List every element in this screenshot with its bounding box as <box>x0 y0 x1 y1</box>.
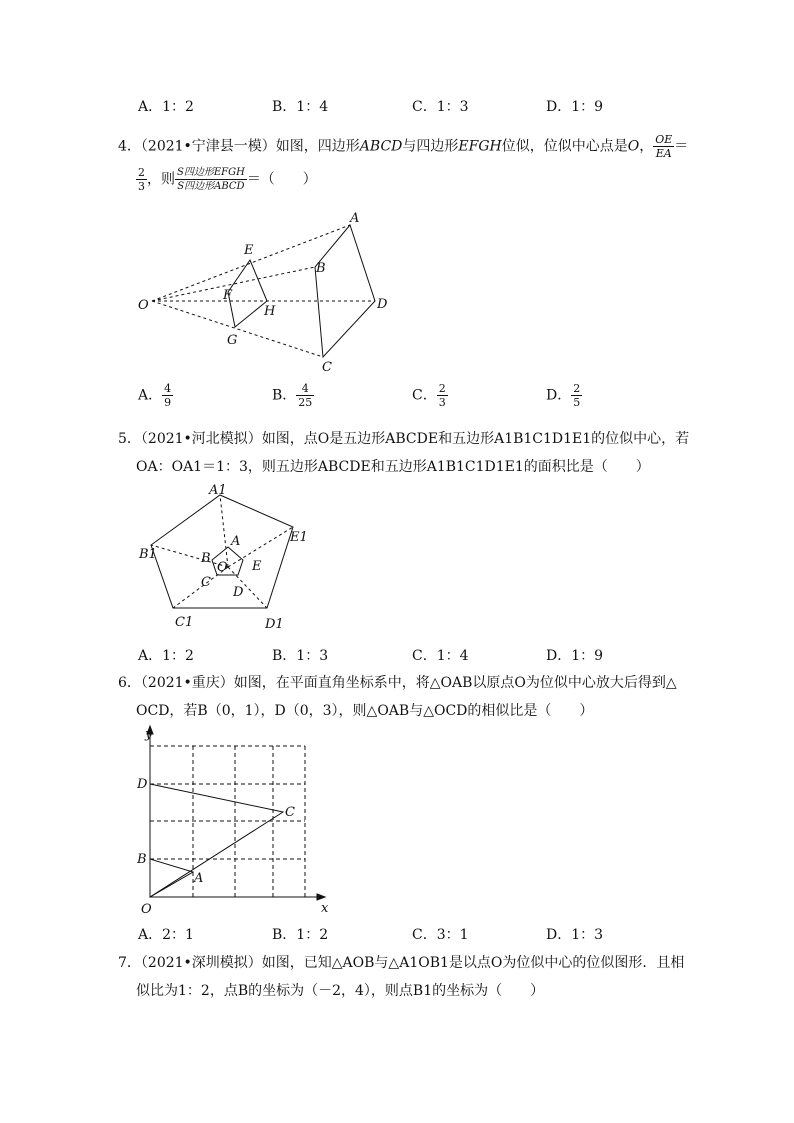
q4-figure <box>130 205 400 375</box>
q5-label-a: A <box>231 534 241 549</box>
q6-option-c: C．3：1 <box>412 927 469 943</box>
q4-label-c: C <box>322 360 332 375</box>
q4-option-a: A． $\frac{4}{9}$ <box>138 382 172 409</box>
q6-grid <box>150 746 305 897</box>
q6-label-c: C <box>285 805 295 820</box>
q6-stem-line2: OCD，若B（0，1），D（0，3），则△OAB与△OCD的相似比是（ ） <box>136 703 594 719</box>
q6-label-d: D <box>137 777 148 792</box>
q6-x-arrow-icon <box>317 894 325 900</box>
q3-option-a: A．1：2 <box>138 99 194 115</box>
q5-option-c: C．1：4 <box>412 648 469 664</box>
q7-stem-line1: 7．（2021•深圳模拟）如图，已知△AOB与△A1OB1是以点O为位似中心的位似图形．且相 <box>118 955 685 971</box>
q6-label-o: O <box>141 902 152 917</box>
q4-option-c: C． $\frac{2}{3}$ <box>412 382 446 409</box>
q5-label-a1: A1 <box>209 483 227 498</box>
q5-stem-line1: 5．（2021•河北模拟）如图，点O是五边形ABCDE和五边形A1B1C1D1E1的位似中心，若 <box>118 431 690 447</box>
q4-label-h: H <box>264 304 276 319</box>
q6-option-a: A．2：1 <box>138 927 194 943</box>
q5-label-d1: D1 <box>265 617 284 632</box>
q4-stem-line1: 4．（2021•宁津县一模）如图，四边形ABCD与四边形EFGH位似，位似中心点是O， $\frac{OE}{EA}$ ＝ <box>118 133 689 160</box>
q3-option-c: C．1：3 <box>412 99 469 115</box>
q4-label-b: B <box>316 261 326 276</box>
q6-option-b: B．1：2 <box>272 927 329 943</box>
q5-label-b: B <box>201 551 211 566</box>
q4-given-fraction: $\frac{2}{3}$ <box>138 166 145 193</box>
q5-figure <box>135 480 315 635</box>
q5-stem-line2: OA：OA1＝1：3，则五边形ABCDE和五边形A1B1C1D1E1的面积比是（ ） <box>136 459 650 475</box>
q5-label-o: O <box>217 560 228 575</box>
q6-triangle-ocd <box>150 784 283 897</box>
q4-label-d: D <box>377 297 388 312</box>
q3-option-d: D．1：9 <box>546 99 604 115</box>
q4-option-b: B． $\frac{4}{25}$ <box>272 382 313 409</box>
q4-stem-line2: $\frac{2}{3}$ ，则 $\frac{\text{S四边形EFGH}}{\text{S四边形ABCD}}$ ＝（ ） <box>138 166 317 193</box>
q4-quad-efgh <box>228 260 267 327</box>
q5-option-b: B．1：3 <box>272 648 329 664</box>
q5-label-b1: B1 <box>139 547 157 562</box>
q7-stem-line2: 似比为1：2，点B的坐标为（－2，4），则点B1的坐标为（ ） <box>136 983 545 999</box>
q6-label-y: y <box>145 727 153 742</box>
q6-option-d: D．1：3 <box>546 927 604 943</box>
q3-option-b: B．1：4 <box>272 99 329 115</box>
q4-label-o: O <box>138 298 149 313</box>
q5-label-e: E <box>252 559 262 574</box>
q5-label-c1: C1 <box>175 615 194 630</box>
q5-label-e1: E1 <box>290 530 308 545</box>
q5-option-d: D．1：9 <box>546 648 604 664</box>
q4-ratio-fraction: $\frac{OE}{EA}$ <box>655 133 673 160</box>
q6-figure <box>135 722 345 918</box>
q4-label-f: F <box>223 288 233 303</box>
q6-label-a: A <box>194 871 204 886</box>
q5-label-d: D <box>233 585 244 600</box>
q5-option-a: A．1：2 <box>138 648 194 664</box>
q4-option-d: D． $\frac{2}{5}$ <box>546 382 581 409</box>
q4-label-e: E <box>244 243 254 258</box>
q6-label-x: x <box>321 901 329 916</box>
q4-area-fraction: $\frac{\text{S四边形EFGH}}{\text{S四边形ABCD}}$ <box>177 167 245 192</box>
q4-label-g: G <box>227 333 238 348</box>
q6-triangle-oab <box>150 859 193 897</box>
q4-label-a: A <box>350 211 360 226</box>
q6-label-b: B <box>137 852 147 867</box>
q4-quad-abcd <box>315 225 375 357</box>
q5-label-c: C <box>201 575 211 590</box>
q6-stem-line1: 6．（2021•重庆）如图，在平面直角坐标系中，将△OAB以原点O为位似中心放大后得到△ <box>118 675 677 691</box>
